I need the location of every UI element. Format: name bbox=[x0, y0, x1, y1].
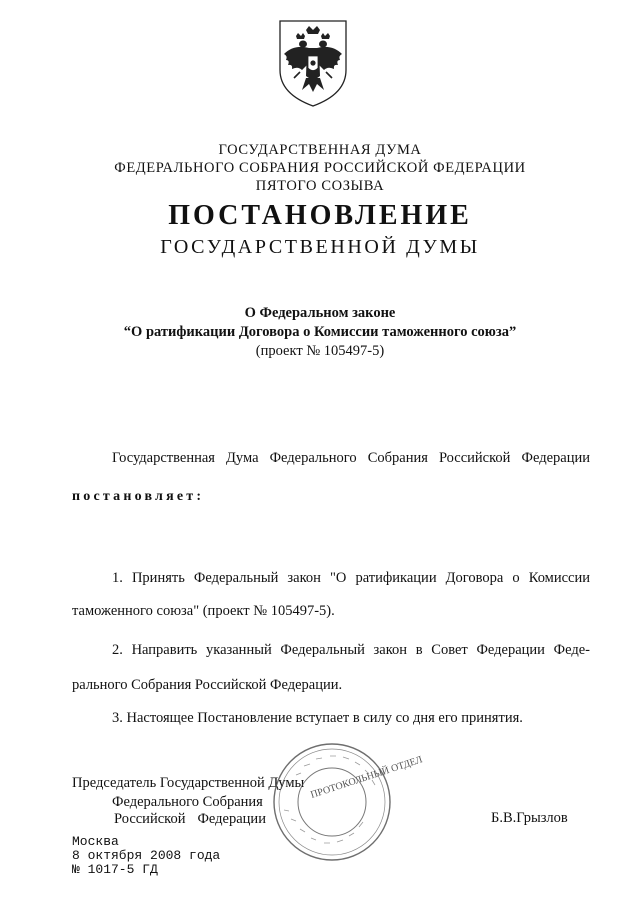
item-1-line1: 1. Принять Федеральный закон "О ратификации Договора о Комиссии bbox=[112, 570, 590, 586]
item-2-line1: 2. Направить указанный Федеральный закон в Совет Федерации Феде- bbox=[112, 642, 590, 658]
preamble: Государственная Дума Федерального Собрания Российской Федерации bbox=[112, 450, 590, 466]
place-of-signing: Москва bbox=[72, 834, 119, 849]
signatory-title-line3 bbox=[114, 810, 266, 828]
subject-line1: О Федеральном законе bbox=[244, 305, 396, 321]
stamp-text: ПРОТОКОЛЬНЫЙ ОТДЕЛ bbox=[309, 754, 424, 801]
coat-of-arms-icon bbox=[276, 18, 350, 108]
resolves-heading: постановляет: bbox=[72, 489, 205, 504]
official-stamp bbox=[270, 740, 424, 864]
signer-name: Б.В.Грызлов bbox=[491, 810, 568, 826]
signing-date: 8 октября 2008 года bbox=[72, 848, 221, 863]
subject-law-title: “О ратификации Договора о Комиссии таможенного союза” bbox=[123, 324, 517, 340]
registration-number: № 1017-5 ГД bbox=[72, 862, 158, 877]
signatory-title-line2: Федерального Собрания bbox=[112, 794, 263, 810]
org-name-line2: ФЕДЕРАЛЬНОГО СОБРАНИЯ РОССИЙСКОЙ ФЕДЕРАЦИИ bbox=[114, 160, 526, 176]
subject-draft-number: (проект № 105497-5) bbox=[255, 343, 385, 359]
signatory-title-line3-word2: Федерации bbox=[197, 811, 266, 827]
item-1-line2: таможенного союза" (проект № 105497-5). bbox=[72, 603, 335, 619]
item-2-line2: рального Собрания Российской Федерации. bbox=[72, 677, 343, 693]
document-title: ПОСТАНОВЛЕНИЕ bbox=[168, 200, 472, 231]
convocation: ПЯТОГО СОЗЫВА bbox=[255, 178, 385, 194]
org-name-line1: ГОСУДАРСТВЕННАЯ ДУМА bbox=[218, 142, 422, 158]
document-subtitle: ГОСУДАРСТВЕННОЙ ДУМЫ bbox=[160, 236, 480, 258]
item-3: 3. Настоящее Постановление вступает в силу со дня его принятия. bbox=[112, 710, 523, 726]
signatory-title-line1: Председатель Государственной Думы bbox=[72, 775, 305, 791]
signatory-title-line3-word1: Российской bbox=[114, 811, 186, 827]
